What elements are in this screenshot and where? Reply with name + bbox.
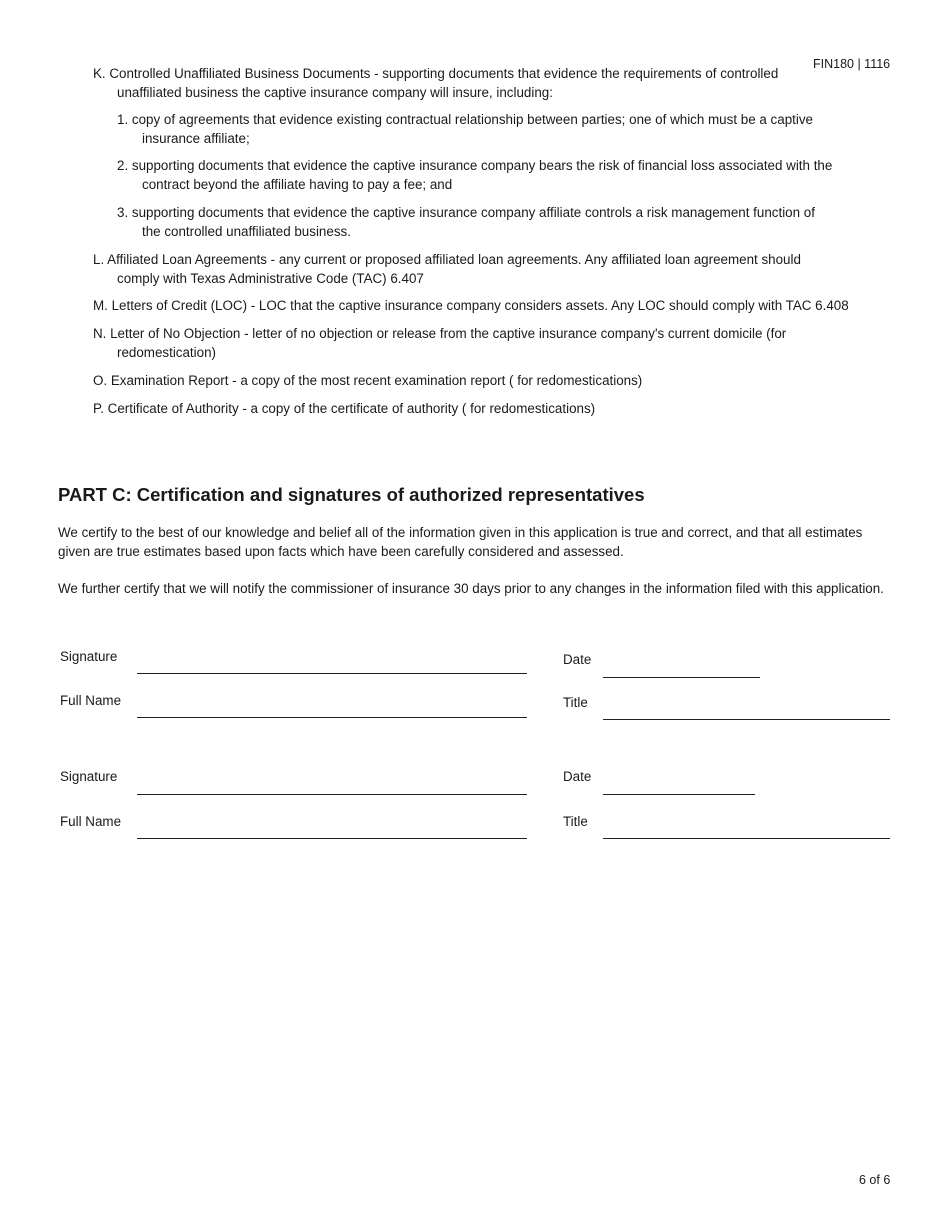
item-m xyxy=(93,296,913,315)
item-l-line1: L. Affiliated Loan Agreements - any current or proposed affiliated loan agreements. Any affiliated loan agreement should xyxy=(93,252,801,267)
full-name-label: Full Name xyxy=(60,814,122,829)
form-id: FIN180 | 1116 xyxy=(813,57,891,71)
page-number: 6 of 6 xyxy=(859,1173,891,1187)
item-o xyxy=(93,371,893,390)
signature-label: Signature xyxy=(60,769,118,784)
item-p xyxy=(93,399,893,418)
sub-1-line2: insurance affiliate; xyxy=(142,131,250,146)
item-k-sub-2 xyxy=(117,156,897,194)
sub-1-line1: 1. copy of agreements that evidence existing contractual relationship between parties; one of which must be a captive xyxy=(117,112,813,127)
title-label: Title xyxy=(563,814,588,829)
signature-field[interactable] xyxy=(137,794,527,795)
full-name-label: Full Name xyxy=(60,693,122,708)
item-k xyxy=(93,64,893,102)
date-label: Date xyxy=(563,652,592,667)
full-name-field[interactable] xyxy=(137,717,527,718)
sub-2-line1: 2. supporting documents that evidence the captive insurance company bears the risk of financial loss associated with the xyxy=(117,158,833,173)
part-c-title: PART C: Certification and signatures of authorized representatives xyxy=(58,484,645,505)
item-l xyxy=(93,250,893,288)
item-n-line2: redomestication) xyxy=(117,345,216,360)
item-k-line2: unaffiliated business the captive insurance company will insure, including: xyxy=(117,85,553,100)
item-k-sub-3 xyxy=(117,203,897,241)
date-field[interactable] xyxy=(603,794,755,795)
item-o-line1: O. Examination Report - a copy of the most recent examination report ( for redomestications) xyxy=(93,373,643,388)
item-l-line2: comply with Texas Administrative Code (TAC) 6.407 xyxy=(117,271,424,286)
certification-paragraph: We certify to the best of our knowledge and belief all of the information given in this application is true and correct, and that all estimates given are true estimates based upon facts which have been carefully considered and assessed. xyxy=(58,525,863,559)
item-k-sub-1 xyxy=(117,110,897,148)
item-k-line1: K. Controlled Unaffiliated Business Documents - supporting documents that evidence the requirements of controlled xyxy=(93,66,779,81)
sub-2-line2: contract beyond the affiliate having to pay a fee; and xyxy=(142,177,453,192)
item-p-line1: P. Certificate of Authority - a copy of the certificate of authority ( for redomestications) xyxy=(93,401,596,416)
title-field[interactable] xyxy=(603,719,890,720)
sub-3-line1: 3. supporting documents that evidence the captive insurance company affiliate controls a risk management function of xyxy=(117,205,815,220)
date-field[interactable] xyxy=(603,677,760,678)
date-label: Date xyxy=(563,769,592,784)
title-field[interactable] xyxy=(603,838,890,839)
signature-field[interactable] xyxy=(137,673,527,674)
title-label: Title xyxy=(563,695,588,710)
item-m-line1: M. Letters of Credit (LOC) - LOC that the captive insurance company considers assets. Any LOC should comply with TAC 6.408 xyxy=(93,298,849,313)
signature-label: Signature xyxy=(60,649,118,664)
full-name-field[interactable] xyxy=(137,838,527,839)
sub-3-line2: the controlled unaffiliated business. xyxy=(142,224,351,239)
item-n xyxy=(93,324,893,362)
notification-paragraph: We further certify that we will notify the commissioner of insurance 30 days prior to any changes in the information filed with this application. xyxy=(58,581,884,596)
item-n-line1: N. Letter of No Objection - letter of no objection or release from the captive insurance company's current domicile (for xyxy=(93,326,787,341)
